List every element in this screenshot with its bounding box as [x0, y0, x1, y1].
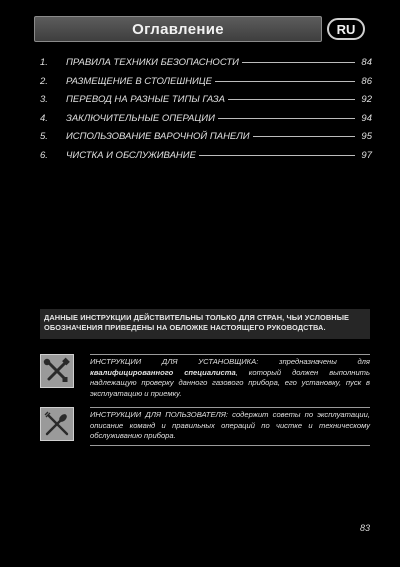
notice-line: ДАННЫЕ ИНСТРУКЦИИ ДЕЙСТВИТЕЛЬНЫ ТОЛЬКО ДЛЯ СТРАН, ЧЬИ УСЛОВНЫЕ [44, 313, 350, 322]
installer-text-part: , который должен выполнить надлежащую проверку данного газового прибора, его установку, пуск в эксплуатацию и приемку. [90, 367, 370, 398]
toc-item-number: 1. [40, 57, 48, 68]
toc-item-page: 94 [361, 112, 372, 124]
toc-item-title: ЧИСТКА И ОБСЛУЖИВАНИЕ [66, 149, 196, 161]
toc-item-page: 97 [361, 149, 372, 161]
toc-leader-line [253, 136, 355, 137]
tools-icon [40, 354, 74, 388]
page-title: Оглавление [132, 20, 224, 38]
toc-item-number: 3. [40, 94, 48, 105]
toc-item-number: 4. [40, 112, 48, 124]
table-of-contents [40, 57, 372, 168]
toc-item[interactable] [40, 76, 372, 95]
validity-notice [40, 309, 370, 339]
utensils-icon [40, 407, 74, 441]
toc-item-title: ПЕРЕВОД НА РАЗНЫЕ ТИПЫ ГАЗА [66, 94, 225, 105]
toc-item-number: 5. [40, 131, 48, 142]
toc-item-title: ИСПОЛЬЗОВАНИЕ ВАРОЧНОЙ ПАНЕЛИ [66, 131, 250, 142]
toc-item[interactable] [40, 131, 372, 150]
toc-leader-line [218, 118, 355, 119]
toc-item-page: 86 [361, 75, 372, 87]
notice-line: ОБОЗНАЧЕНИЯ ПРИВЕДЕНЫ НА ОБЛОЖКЕ НАСТОЯЩЕГО РУКОВОДСТВА. [44, 323, 326, 332]
toc-leader-line [215, 81, 355, 82]
toc-item-title: РАЗМЕЩЕНИЕ В СТОЛЕШНИЦЕ [66, 75, 213, 87]
divider [90, 445, 370, 446]
toc-leader-line [199, 155, 355, 156]
installer-bold: квалифицированного специалиста [90, 367, 236, 377]
toc-item[interactable] [40, 94, 372, 113]
user-body: содержит советы по эксплуатации, описание команд и правильных операций по чистке и техническому обслуживанию прибора. [90, 410, 370, 440]
toc-item-page: 95 [361, 131, 372, 142]
installer-lead: ИНСТРУКЦИИ ДЛЯ УСТАНОВЩИКА: [90, 357, 259, 366]
toc-leader-line [242, 62, 355, 63]
toc-item[interactable] [40, 150, 372, 169]
toc-leader-line [228, 99, 355, 100]
toc-item-title: ЗАКЛЮЧИТЕЛЬНЫЕ ОПЕРАЦИИ [66, 112, 215, 124]
toc-item[interactable] [40, 57, 372, 76]
language-badge: RU [327, 18, 365, 40]
user-lead: ИНСТРУКЦИИ ДЛЯ ПОЛЬЗОВАТЕЛЯ: [90, 410, 229, 419]
toc-item-page: 92 [361, 94, 372, 105]
installer-text [90, 354, 370, 399]
installer-instructions [40, 354, 370, 404]
title-bar [34, 16, 322, 42]
toc-item-number: 2. [40, 75, 48, 87]
page-number: 83 [360, 523, 371, 533]
toc-item-title: ПРАВИЛА ТЕХНИКИ БЕЗОПАСНОСТИ [66, 57, 239, 68]
toc-item[interactable] [40, 113, 372, 132]
installer-text-part: зпредназначены для [258, 357, 370, 366]
toc-item-number: 6. [40, 149, 48, 161]
user-instructions [40, 407, 370, 449]
toc-item-page: 84 [361, 57, 372, 68]
user-text [90, 407, 370, 442]
